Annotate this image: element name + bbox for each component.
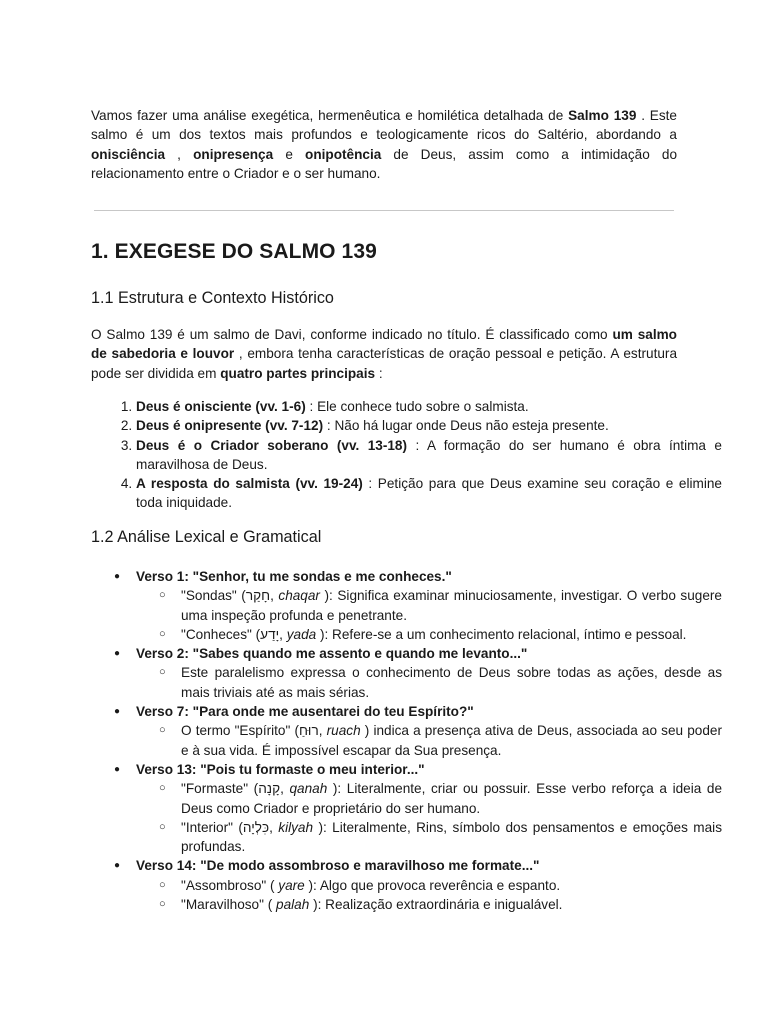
sub-text: ): Significa examinar minuciosamente, investigar. O verbo sugere uma inspeção profunda e penetrante. [181, 588, 722, 623]
list-item [136, 474, 722, 513]
sublist-item [181, 895, 722, 914]
intro-bold-onisciencia: onisciência [91, 146, 166, 162]
transliteration: qanah [289, 781, 328, 797]
intro-paragraph [91, 106, 677, 183]
sublist-item [181, 779, 722, 818]
verse-heading: Verso 2: "Sabes quando me assento e quando me levanto..." [136, 646, 528, 662]
transliteration: yada [286, 626, 317, 642]
sub-text: "Maravilhoso" ( [181, 897, 277, 913]
sub-text: ): Literalmente, Rins, símbolo dos pensamentos e emoções mais profundas. [181, 819, 722, 855]
verse-heading: Verso 13: "Pois tu formaste o meu interior..." [136, 761, 425, 777]
sub-text: Este paralelismo expressa o conhecimento de Deus sobre todas as ações, desde as mais triviais até as mais sérias. [181, 665, 722, 700]
intro-bold-salmo: Salmo 139 [568, 108, 637, 123]
list-item-bold: Deus é onisciente (vv. 1-6) [136, 399, 306, 414]
list-item [136, 397, 722, 416]
verse-sublist [136, 586, 722, 644]
transliteration: chaqar [278, 588, 320, 604]
sub-text: ): Algo que provoca reverência e espanto. [304, 877, 561, 893]
sub-text: ) indica a presença ativa de Deus, associada ao seu poder e à sua vida. É impossível escapar da Sua presença. [181, 723, 723, 758]
sub-text: "Formaste" (קָנָה, [181, 781, 290, 797]
transliteration: ruach [326, 723, 361, 739]
list-item-text: : Petição para que Deus examine seu coração e elimine toda iniquidade. [136, 476, 722, 511]
sub-text: "Sondas" (חָקַר, [181, 588, 279, 604]
verse-heading: Verso 1: "Senhor, tu me sondas e me conheces." [136, 569, 452, 584]
verse-item [136, 702, 722, 760]
list-item-text: : Ele conhece tudo sobre o salmista. [305, 399, 529, 414]
intro-bold-onipresenca: onipresença [193, 146, 274, 162]
sub-text: ): Literalmente, criar ou possuir. Esse verbo reforça a ideia de Deus como Criador e proprietário do ser humano. [181, 781, 723, 816]
list-item-text: : A formação do ser humano é obra íntima e maravilhosa de Deus. [136, 437, 722, 472]
sublist-item [181, 663, 722, 702]
sub-text: ): Realização extraordinária e inigualável. [309, 897, 563, 913]
structure-list [91, 397, 722, 513]
intro-text: . Este salmo é um dos textos mais profundos e teologicamente ricos do Saltério, abordando a [91, 108, 677, 143]
verse-sublist [136, 721, 722, 760]
sublist-item [181, 625, 722, 644]
sublist-item [181, 721, 722, 760]
transliteration: palah [276, 897, 310, 913]
intro-bold-onipotencia: onipotência [305, 146, 382, 162]
verse-item [136, 856, 722, 914]
para-bold: quatro partes principais [220, 365, 376, 381]
sublist-item [181, 586, 722, 625]
sub-text: "Assombroso" ( [181, 877, 279, 893]
para-bold: um salmo de sabedoria e louvor [91, 327, 677, 362]
para-text: O Salmo 139 é um salmo de Davi, conforme indicado no título. É classificado como [91, 327, 613, 342]
list-item [136, 436, 722, 475]
subsection-heading-structure: 1.1 Estrutura e Contexto Histórico [91, 289, 334, 307]
transliteration: yare [278, 877, 305, 893]
verse-item [136, 644, 722, 702]
verse-item [136, 760, 722, 856]
intro-text: Vamos fazer uma análise exegética, hermenêutica e homilética detalhada de [91, 108, 569, 123]
verse-sublist [136, 779, 722, 856]
sub-text: O termo "Espírito" (רוּחַ, [181, 723, 327, 739]
list-item-bold: Deus é o Criador soberano (vv. 13-18) [136, 437, 408, 453]
verse-heading: Verso 7: "Para onde me ausentarei do teu Espírito?" [136, 704, 474, 720]
sublist-item [181, 818, 722, 857]
transliteration: kilyah [278, 819, 314, 835]
intro-text: e [273, 146, 306, 162]
horizontal-divider [94, 210, 674, 211]
sub-text: "Conheces" (יָדַע, [181, 626, 287, 642]
para-text: : [375, 365, 383, 381]
sub-text: "Interior" (כִּלְיָה, [181, 819, 279, 835]
list-item-text: : Não há lugar onde Deus não esteja presente. [323, 418, 609, 434]
verse-list [91, 567, 722, 914]
subsection-heading-lexical: 1.2 Análise Lexical e Gramatical [91, 528, 322, 546]
section-heading: 1. EXEGESE DO SALMO 139 [91, 240, 377, 263]
verse-sublist [136, 876, 722, 915]
list-item-bold: Deus é onipresente (vv. 7-12) [136, 418, 324, 434]
para-text: , embora tenha características de oração pessoal e petição. A estrutura pode ser dividida em [91, 346, 678, 381]
verse-sublist [136, 663, 722, 702]
verse-item [136, 567, 722, 644]
verse-heading: Verso 14: "De modo assombroso e maravilhoso me formate..." [136, 858, 540, 874]
intro-text: , [165, 146, 194, 162]
list-item-bold: A resposta do salmista (vv. 19-24) [136, 476, 363, 492]
list-item [136, 416, 722, 435]
structure-paragraph [91, 325, 677, 383]
intro-text: de Deus, assim como a intimidação do relacionamento entre o Criador e o ser humano. [91, 146, 677, 181]
sublist-item [181, 876, 722, 895]
sub-text: ): Refere-se a um conhecimento relacional, íntimo e pessoal. [316, 626, 687, 642]
